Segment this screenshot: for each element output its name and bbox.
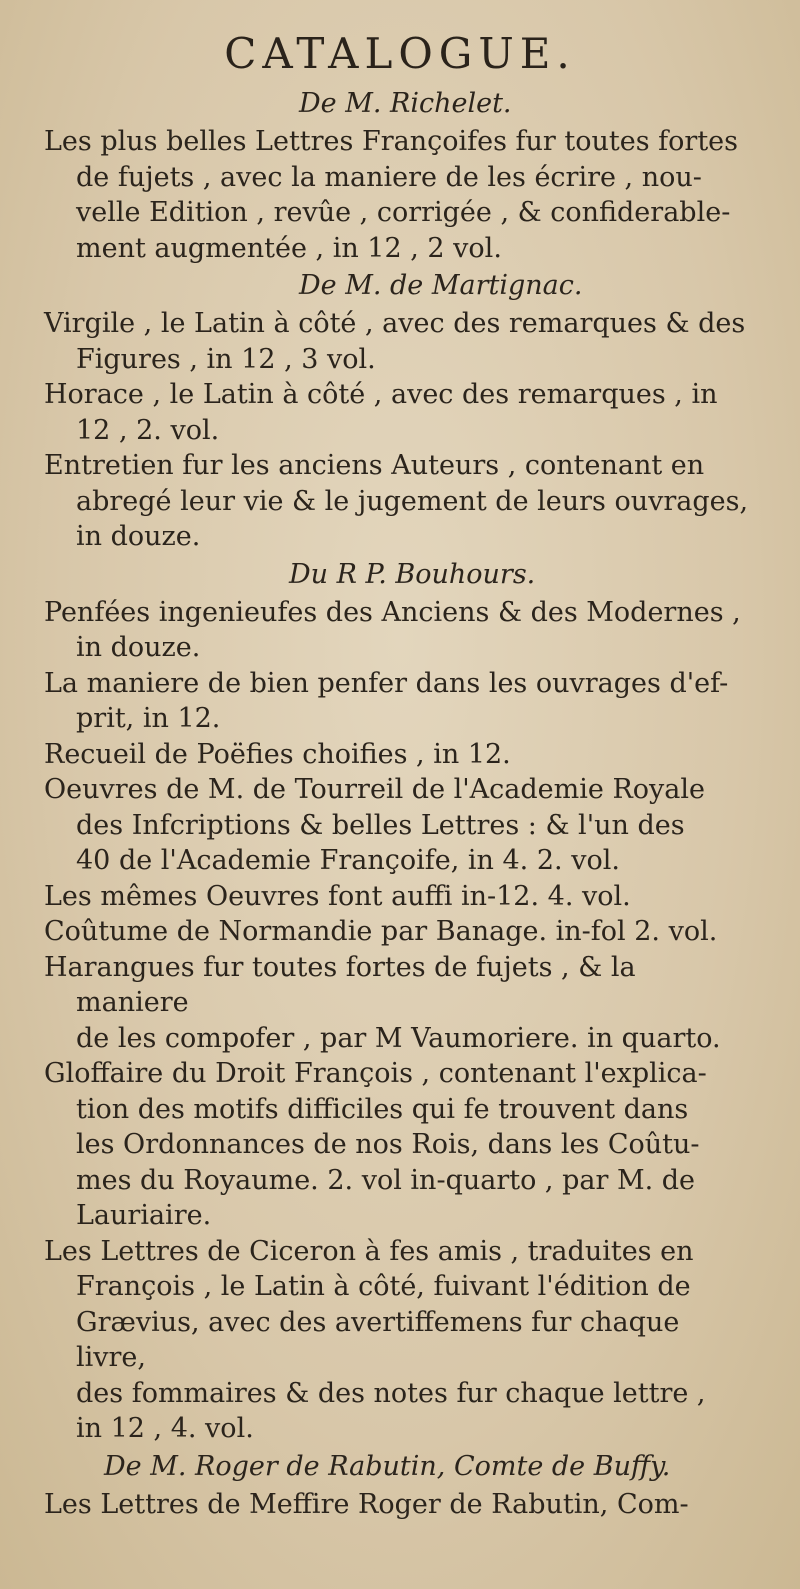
running-head: CATALOGUE. — [224, 29, 576, 78]
section-author-bouhours: Du R P. Bouhours. — [289, 558, 536, 590]
catalogue-entry: Virgile , le Latin à côté , avec des remarques & des Figures , in 12 , 3 vol. — [44, 308, 746, 375]
catalogue-entry: Les plus belles Lettres Françoifes fur toutes fortes de fujets , avec la maniere de les écrire , nou- velle Edition , revûe , corrigée , & confiderable- ment augmentée , in 12 , 2 vol. — [44, 126, 738, 264]
catalogue-entry: Entretien fur les anciens Auteurs , contenant en abregé leur vie & le jugement de leurs ouvrages, in douze. — [44, 450, 749, 552]
section-author-rabutin: De M. Roger de Rabutin, Comte de Buffy. — [104, 1450, 671, 1482]
section-author-martignac: De M. de Martignac. — [299, 270, 583, 301]
catalogue-entry: Les Lettres de Ciceron à fes amis , traduites en François , le Latin à côté, fuivant l'édition de Grævius, avec des avertiffemens fur chaque livre, des fommaires & des notes fur chaque lettre , in 12 , 4. vol. — [44, 1235, 706, 1444]
catalogue-entry: Les Lettres de Meffire Roger de Rabutin, Com- — [44, 1488, 689, 1520]
catalogue-entry: Penfées ingenieufes des Anciens & des Modernes , in douze. — [44, 596, 741, 663]
section-author-richelet: De M. Richelet. — [299, 88, 512, 119]
catalogue-entry: Horace , le Latin à côté , avec des remarques , in 12 , 2. vol. — [44, 379, 718, 446]
catalogue-entry: Recueil de Poëfies choifies , in 12. — [44, 738, 511, 770]
catalogue-entry: Les mêmes Oeuvres font auffi in-12. 4. vol. — [44, 880, 631, 912]
catalogue-entry: La maniere de bien penfer dans les ouvrages d'ef- prit, in 12. — [44, 667, 729, 734]
catalogue-entry: Coûtume de Normandie par Banage. in-fol 2. vol. — [44, 916, 718, 947]
catalogue-entry: Harangues fur toutes fortes de fujets , & la maniere de les compofer , par M Vaumoriere. in quarto. — [44, 951, 721, 1054]
catalogue-entry: Oeuvres de M. de Tourreil de l'Academie Royale des Infcriptions & belles Lettres : & l'un des 40 de l'Academie Françoife, in 4. 2. vol. — [44, 774, 706, 876]
catalogue-entry: Gloffaire du Droit François , contenant l'explica- tion des motifs difficiles qui fe trouvent dans les Ordonnances de nos Rois, dans les Coûtu- mes du Royaume. 2. vol in-quarto , par M. de Lauriaire. — [44, 1058, 707, 1231]
